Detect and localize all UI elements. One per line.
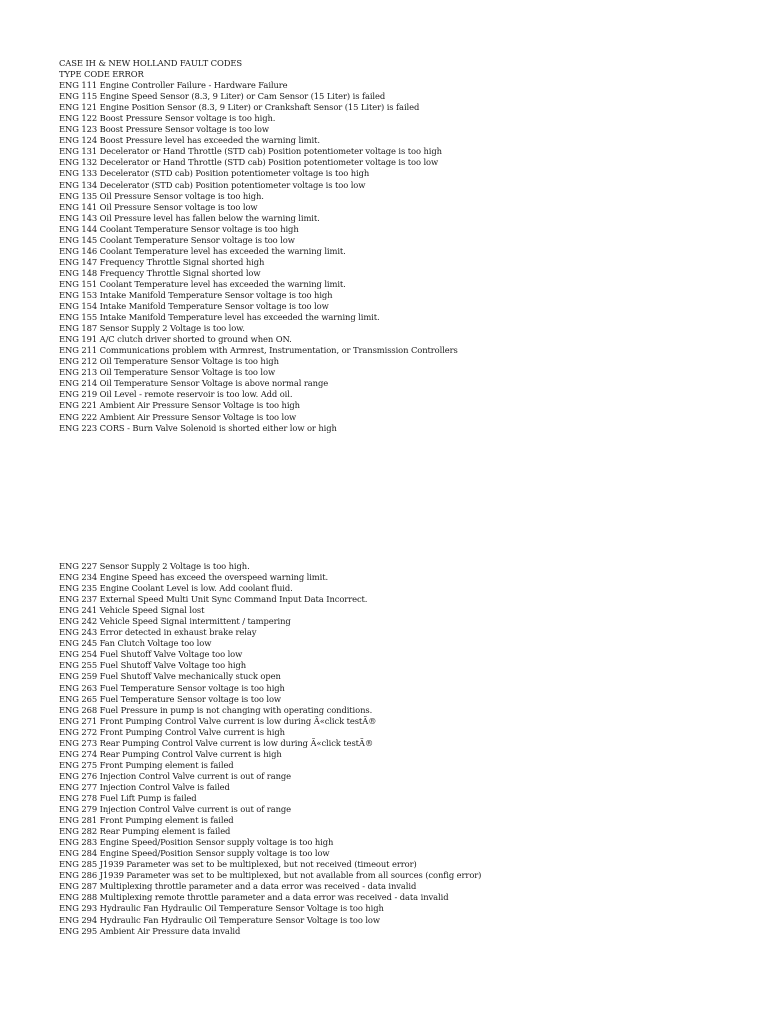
- fault-code-line: ENG 153 Intake Manifold Temperature Sensor voltage is too high: [59, 289, 333, 300]
- fault-code-line: ENG 133 Decelerator (STD cab) Position potentiometer voltage is too high: [59, 168, 370, 179]
- fault-code-list-2: [59, 561, 749, 937]
- fault-code-line: ENG 243 Error detected in exhaust brake relay: [59, 627, 257, 638]
- fault-code-line: ENG 279 Injection Control Valve current is out of range: [59, 804, 292, 815]
- document-title: CASE IH & NEW HOLLAND FAULT CODES: [59, 58, 242, 68]
- fault-code-block-1: [59, 58, 749, 434]
- fault-code-line: ENG 211 Communications problem with Armrest, Instrumentation, or Transmission Controllers: [59, 345, 458, 356]
- fault-code-line: ENG 146 Coolant Temperature level has exceeded the warning limit.: [59, 245, 346, 256]
- fault-code-line: ENG 134 Decelerator (STD cab) Position potentiometer voltage is too low: [59, 179, 366, 190]
- fault-code-line: ENG 222 Ambient Air Pressure Sensor Voltage is too low: [59, 411, 297, 422]
- fault-code-line: ENG 221 Ambient Air Pressure Sensor Voltage is too high: [59, 400, 300, 411]
- fault-code-line: ENG 144 Coolant Temperature Sensor voltage is too high: [59, 223, 299, 234]
- fault-code-line: ENG 123 Boost Pressure Sensor voltage is too low: [59, 124, 269, 135]
- fault-code-line: ENG 293 Hydraulic Fan Hydraulic Oil Temperature Sensor Voltage is too high: [59, 903, 384, 914]
- fault-code-line: ENG 135 Oil Pressure Sensor voltage is too high.: [59, 190, 264, 201]
- fault-code-line: ENG 155 Intake Manifold Temperature level has exceeded the warning limit.: [59, 312, 380, 323]
- fault-code-line: ENG 213 Oil Temperature Sensor Voltage is too low: [59, 367, 276, 378]
- fault-code-line: ENG 278 Fuel Lift Pump is failed: [59, 792, 197, 803]
- fault-code-line: ENG 245 Fan Clutch Voltage too low: [59, 638, 212, 649]
- fault-code-line: ENG 277 Injection Control Valve is failed: [59, 781, 230, 792]
- fault-code-line: ENG 147 Frequency Throttle Signal shorted high: [59, 256, 265, 267]
- fault-code-line: ENG 141 Oil Pressure Sensor voltage is too low: [59, 201, 258, 212]
- fault-code-line: ENG 286 J1939 Parameter was set to be multiplexed, but not available from all sources (config error): [59, 870, 482, 881]
- fault-code-line: ENG 237 External Speed Multi Unit Sync Command Input Data Incorrect.: [59, 594, 368, 605]
- fault-code-line: ENG 115 Engine Speed Sensor (8.3, 9 Liter) or Cam Sensor (15 Liter) is failed: [59, 91, 386, 102]
- fault-code-line: ENG 259 Fuel Shutoff Valve mechanically stuck open: [59, 671, 281, 682]
- fault-code-line: ENG 265 Fuel Temperature Sensor voltage is too low: [59, 693, 281, 704]
- fault-code-line: ENG 295 Ambient Air Pressure data invalid: [59, 925, 241, 936]
- fault-code-line: ENG 145 Coolant Temperature Sensor voltage is too low: [59, 234, 295, 245]
- fault-code-line: ENG 271 Front Pumping Control Valve current is low during Ã«click testÃ®: [59, 715, 377, 726]
- fault-code-line: ENG 132 Decelerator or Hand Throttle (STD cab) Position potentiometer voltage is too low: [59, 157, 439, 168]
- fault-code-line: ENG 242 Vehicle Speed Signal intermittent / tampering: [59, 616, 291, 627]
- fault-code-line: ENG 227 Sensor Supply 2 Voltage is too high.: [59, 561, 250, 571]
- fault-code-line: ENG 187 Sensor Supply 2 Voltage is too low.: [59, 323, 245, 334]
- fault-code-line: ENG 268 Fuel Pressure in pump is not changing with operating conditions.: [59, 704, 373, 715]
- fault-code-line: ENG 273 Rear Pumping Control Valve current is low during Ã«click testÃ®: [59, 737, 374, 748]
- column-header: TYPE CODE ERROR: [59, 69, 144, 80]
- fault-code-line: ENG 281 Front Pumping element is failed: [59, 815, 234, 826]
- fault-code-line: ENG 287 Multiplexing throttle parameter and a data error was received - data invalid: [59, 881, 417, 892]
- fault-code-line: ENG 124 Boost Pressure level has exceeded the warning limit.: [59, 135, 320, 146]
- fault-code-line: ENG 288 Multiplexing remote throttle parameter and a data error was received - data invalid: [59, 892, 449, 903]
- fault-code-line: ENG 122 Boost Pressure Sensor voltage is too high.: [59, 113, 276, 124]
- fault-code-line: ENG 111 Engine Controller Failure - Hardware Failure: [59, 80, 288, 91]
- fault-code-line: ENG 282 Rear Pumping element is failed: [59, 826, 231, 837]
- fault-code-line: ENG 219 Oil Level - remote reservoir is too low. Add oil.: [59, 389, 293, 400]
- fault-code-line: ENG 121 Engine Position Sensor (8.3, 9 Liter) or Crankshaft Sensor (15 Liter) is failed: [59, 102, 420, 113]
- fault-code-line: ENG 284 Engine Speed/Position Sensor supply voltage is too low: [59, 848, 330, 859]
- fault-code-block-2: [59, 561, 749, 937]
- fault-code-line: ENG 294 Hydraulic Fan Hydraulic Oil Temperature Sensor Voltage is too low: [59, 914, 380, 925]
- fault-code-line: ENG 148 Frequency Throttle Signal shorted low: [59, 267, 261, 278]
- fault-code-line: ENG 191 A/C clutch driver shorted to ground when ON.: [59, 334, 292, 345]
- fault-code-line: ENG 154 Intake Manifold Temperature Sensor voltage is too low: [59, 301, 329, 312]
- fault-code-line: ENG 254 Fuel Shutoff Valve Voltage too low: [59, 649, 243, 660]
- fault-code-line: ENG 241 Vehicle Speed Signal lost: [59, 605, 205, 616]
- fault-code-line: ENG 214 Oil Temperature Sensor Voltage is above normal range: [59, 378, 329, 389]
- fault-code-line: ENG 143 Oil Pressure level has fallen below the warning limit.: [59, 212, 320, 223]
- fault-code-line: ENG 151 Coolant Temperature level has exceeded the warning limit.: [59, 278, 346, 289]
- fault-code-list-1: [59, 80, 749, 434]
- fault-code-line: ENG 275 Front Pumping element is failed: [59, 759, 234, 770]
- fault-code-line: ENG 276 Injection Control Valve current is out of range: [59, 770, 292, 781]
- fault-code-line: ENG 212 Oil Temperature Sensor Voltage is too high: [59, 356, 279, 367]
- fault-code-line: ENG 223 CORS - Burn Valve Solenoid is shorted either low or high: [59, 422, 337, 433]
- fault-code-line: ENG 283 Engine Speed/Position Sensor supply voltage is too high: [59, 837, 334, 848]
- fault-code-line: ENG 255 Fuel Shutoff Valve Voltage too high: [59, 660, 247, 671]
- fault-code-line: ENG 234 Engine Speed has exceed the overspeed warning limit.: [59, 572, 329, 583]
- fault-code-line: ENG 131 Decelerator or Hand Throttle (STD cab) Position potentiometer voltage is too high: [59, 146, 442, 157]
- fault-code-line: ENG 274 Rear Pumping Control Valve current is high: [59, 748, 282, 759]
- fault-code-line: ENG 235 Engine Coolant Level is low. Add coolant fluid.: [59, 583, 293, 594]
- fault-code-line: ENG 285 J1939 Parameter was set to be multiplexed, but not received (timeout error): [59, 859, 417, 870]
- fault-code-line: ENG 272 Front Pumping Control Valve current is high: [59, 726, 285, 737]
- fault-code-line: ENG 263 Fuel Temperature Sensor voltage is too high: [59, 682, 285, 693]
